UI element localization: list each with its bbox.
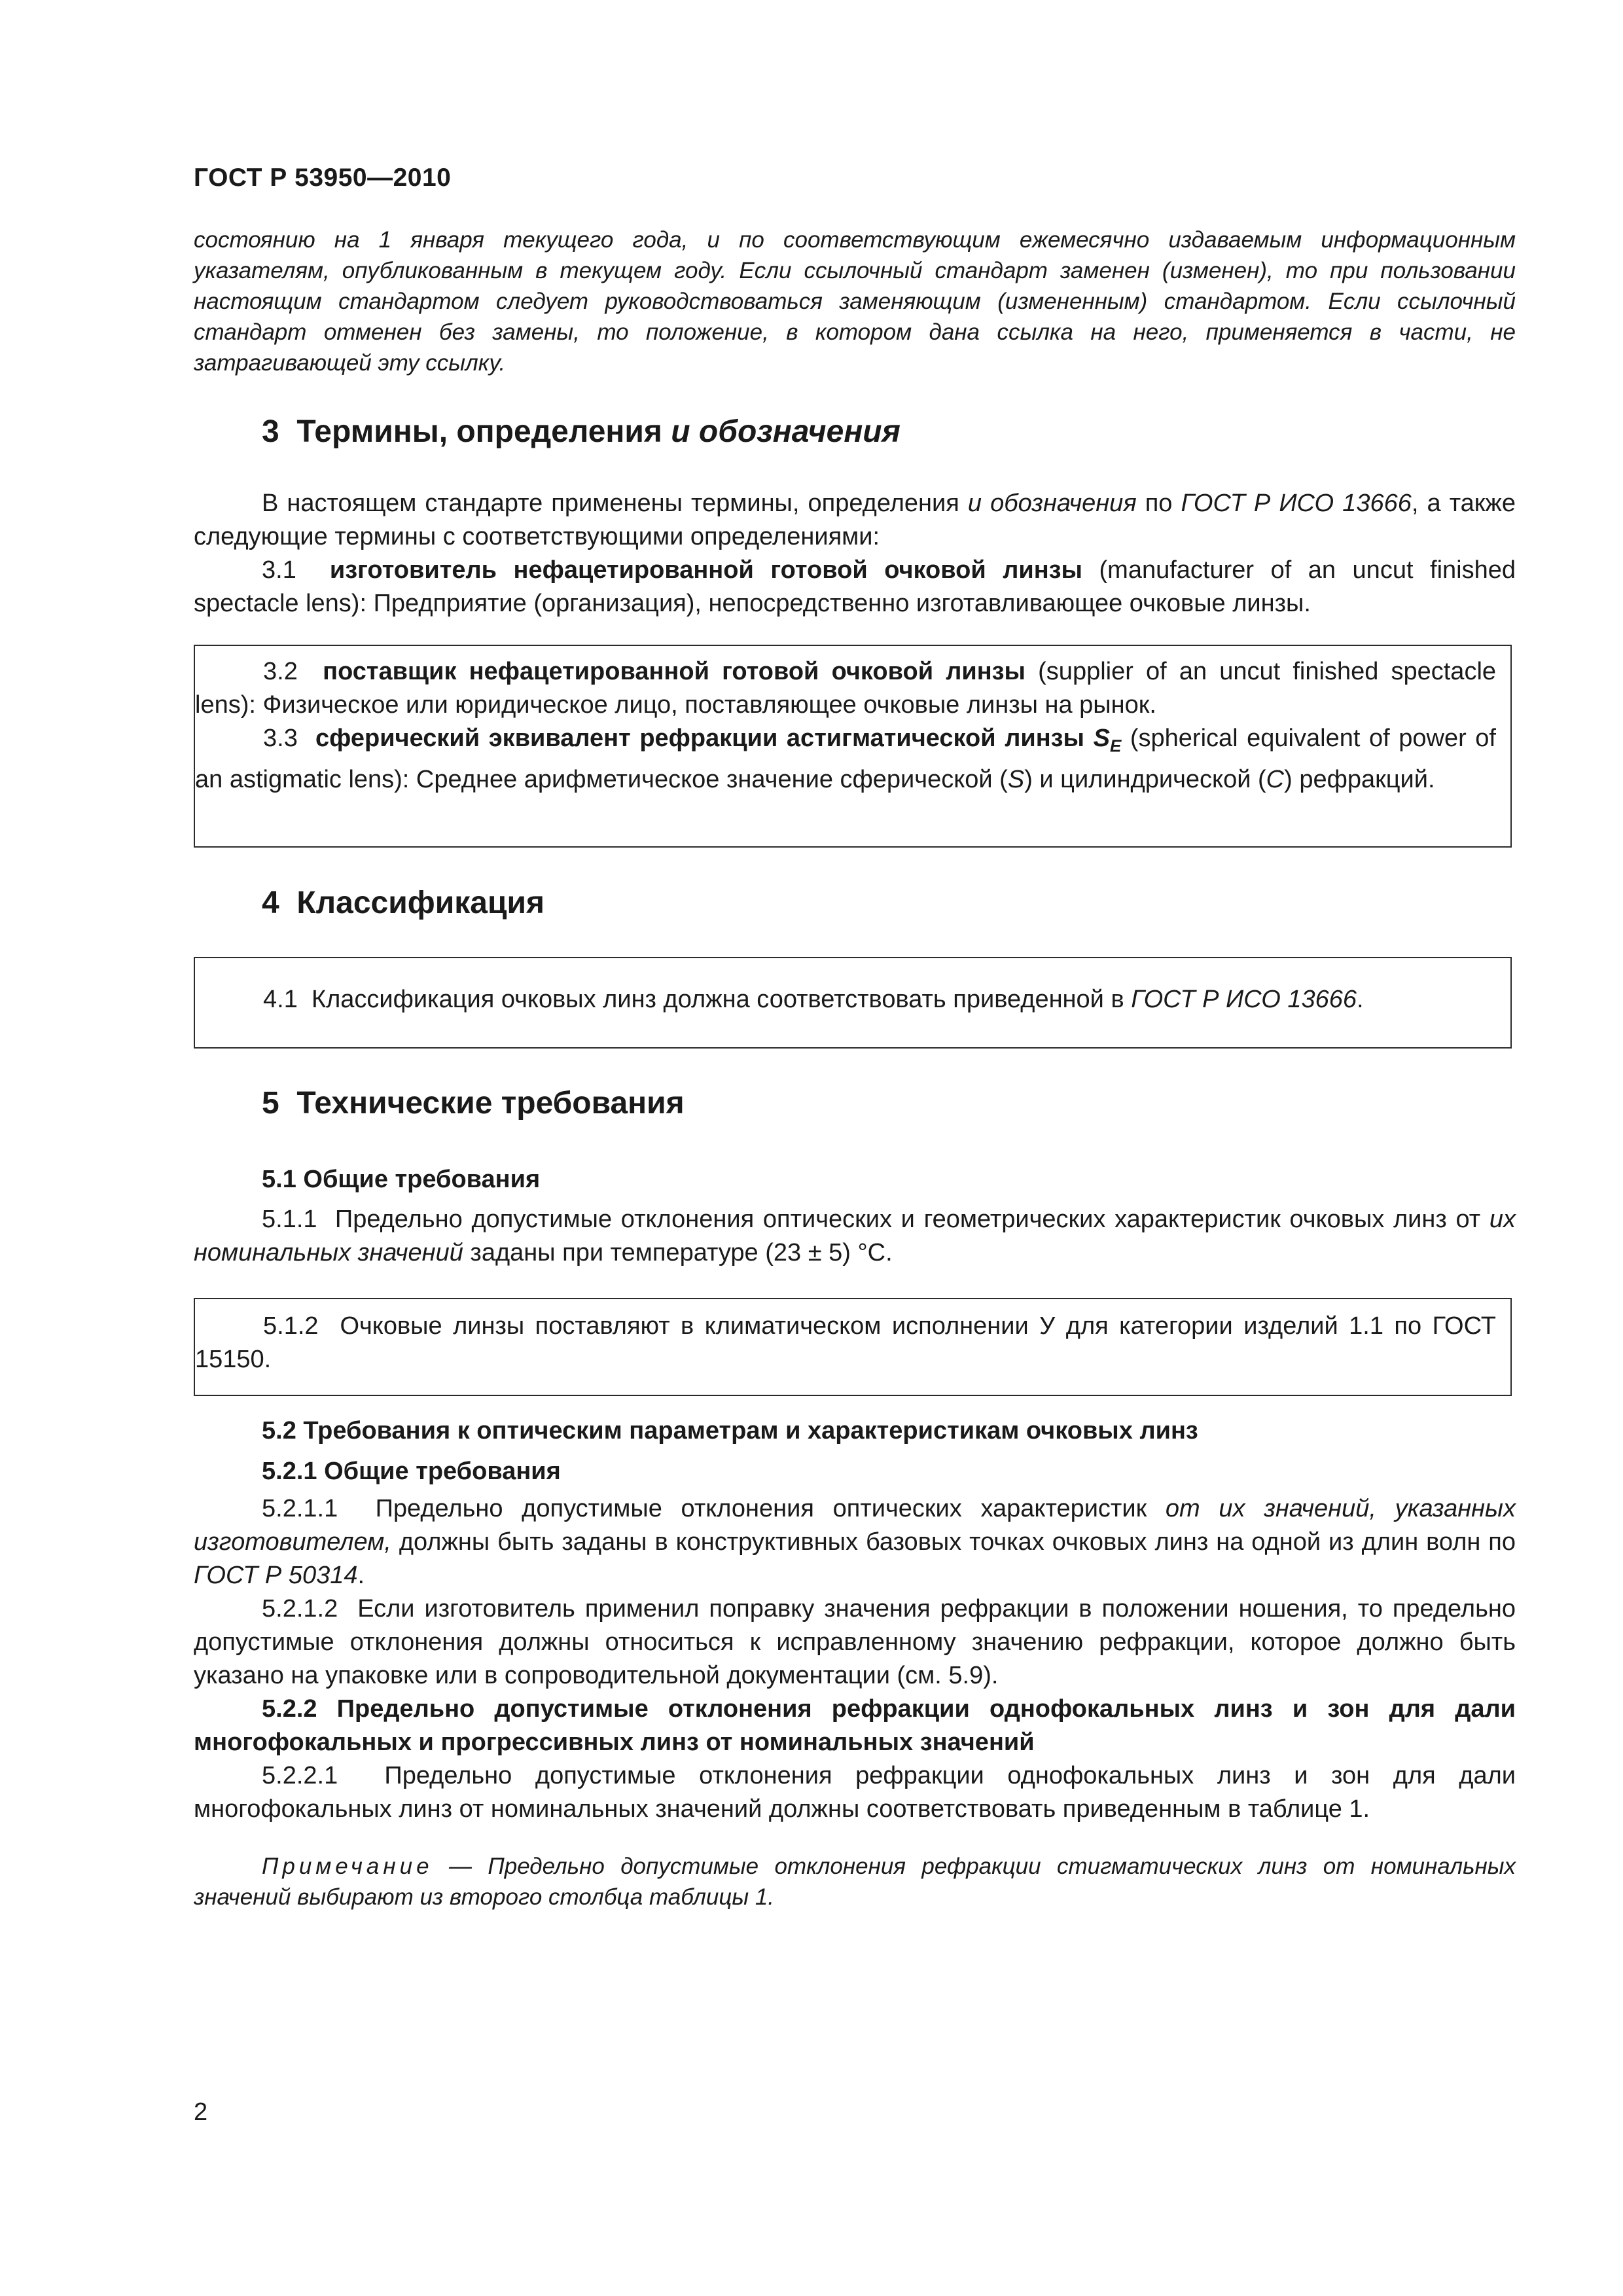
section-5-title: 5 Технические требования — [262, 1086, 685, 1121]
note-label: Примечание — [262, 1854, 433, 1879]
clause-5-2-1-2: 5.2.1.2 Если изготовитель применил поправку значения рефракции в положении ношения, то предельно допустимые отклонения должны относиться к исправленному значению рефракции, которое должно быть указано на упаковке или в сопроводительной документации (см. 5.9). — [194, 1595, 1516, 1689]
section-3-title — [262, 414, 901, 450]
term-box-3-2-3-3 — [194, 645, 1512, 848]
document-header: ГОСТ Р 53950—2010 — [194, 164, 452, 192]
section-3-paragraph: В настоящем стандарте применены термины, определения и обозначения по ГОСТ Р ИСО 13666, а также следующие термины с соответствующими определениями: — [194, 490, 1516, 550]
note-paragraph — [194, 1851, 1516, 1912]
intro-paragraph: состоянию на 1 января текущего года, и по соответствующим ежемесячно издаваемым информационным указателям, опубликованным в текущем году. Если ссылочный стандарт заменен (изменен), то при пользовании настоящим стандартом следует руководствоваться заменяющим (измененным) стандартом. Если ссылочный стандарт отменен без замены, то положение, в котором дана ссылка на него, применяется в части, не затрагивающей эту ссылку. — [194, 227, 1516, 376]
ref-gost-iso-13666-4: ГОСТ Р ИСО 13666 — [1131, 986, 1357, 1013]
subsection-5-1-title: 5.1 Общие требования — [262, 1166, 541, 1193]
clause-5-2-2-1: 5.2.2.1 Предельно допустимые отклонения рефракции однофокальных линз и зон для дали многофокальных линз от номинальных значений должны соответствовать приведенным в таблице 1. — [194, 1762, 1516, 1823]
clause-5-1-2-box — [194, 1298, 1512, 1396]
classification-box — [194, 957, 1512, 1049]
term-3-1-name: изготовитель нефацетированной готовой очковой линзы — [329, 556, 1082, 584]
subsection-5-2-1-title: 5.2.1 Общие требования — [262, 1458, 561, 1485]
ref-gost-r-50314: ГОСТ Р 50314 — [194, 1562, 358, 1589]
term-3-1-definition: (manufacturer of an uncut finished spectacle lens): Предприятие (организация), непосредственно изготавливающее очковые линзы. — [194, 556, 1516, 617]
ref-gost-iso-13666: ГОСТ Р ИСО 13666 — [1181, 490, 1412, 517]
term-3-3: 3.3 сферический эквивалент рефракции астигматической линзы $S_E$ (spherical equivalent of power of an astigmatic lens): Среднее арифметическое значение сферической (S) и цилиндрической (C) рефракций. — [195, 725, 1496, 793]
subsection-5-2-title: 5.2 Требования к оптическим параметрам и характеристикам очковых линз — [262, 1417, 1198, 1444]
symbol-s-e: $S_E$ — [1093, 725, 1122, 756]
note-text: — Предельно допустимые отклонения рефракции стигматических линз от номинальных значений выбирают из второго столбца таблицы 1. — [194, 1854, 1516, 1910]
term-3-2-definition: (supplier of an uncut finished spectacle lens): Физическое или юридическое лицо, поставляющее очковые линзы на рынок. — [195, 658, 1497, 719]
section-3-intro — [194, 487, 1516, 620]
clause-5-1-2: 5.1.2 Очковые линзы поставляют в климатическом исполнении У для категории изделий 1.1 по ГОСТ 15150. — [195, 1312, 1496, 1373]
clause-4-1: 4.1 Классификация очковых линз должна соответствовать приведенной в ГОСТ Р ИСО 13666. — [263, 986, 1364, 1013]
clause-5-2-1-1: 5.2.1.1 Предельно допустимые отклонения оптических характеристик от их значений, указанных изготовителем, должны быть заданы в конструктивных базовых точках очковых линз на одной из длин волн по ГОСТ Р 50314. — [194, 1495, 1516, 1589]
term-3-3-name: сферический эквивалент рефракции астигматической линзы — [315, 725, 1084, 752]
term-3-2-name: поставщик нефацетированной готовой очковой линзы — [323, 658, 1026, 685]
clauses-5-2-1 — [194, 1492, 1516, 1826]
section-3-title-main: Термины, определения — [296, 414, 662, 449]
term-3-2: 3.2 поставщик нефацетированной готовой очковой линзы (supplier of an uncut finished spectacle lens): Физическое или юридическое лицо, поставляющее очковые линзы на рынок. — [195, 658, 1497, 719]
page-number: 2 — [194, 2098, 208, 2126]
subsection-5-2-2-title: 5.2.2 Предельно допустимые отклонения рефракции однофокальных линз и зон для дали многофокальных и прогрессивных линз от номинальных значений — [194, 1695, 1516, 1756]
section-4-title: 4 Классификация — [262, 886, 545, 920]
clause-5-1-1: 5.1.1 Предельно допустимые отклонения оптических и геометрических характеристик очковых линз от их номинальных значений заданы при температуре (23 ± 5) °С. — [194, 1206, 1516, 1266]
section-3-number: 3 — [262, 414, 279, 449]
term-3-1: 3.1 изготовитель нефацетированной готовой очковой линзы (manufacturer of an uncut finished spectacle lens): Предприятие (организация), непосредственно изготавливающее очковые линзы. — [194, 556, 1516, 617]
section-3-title-italic: и обозначения — [671, 414, 901, 449]
